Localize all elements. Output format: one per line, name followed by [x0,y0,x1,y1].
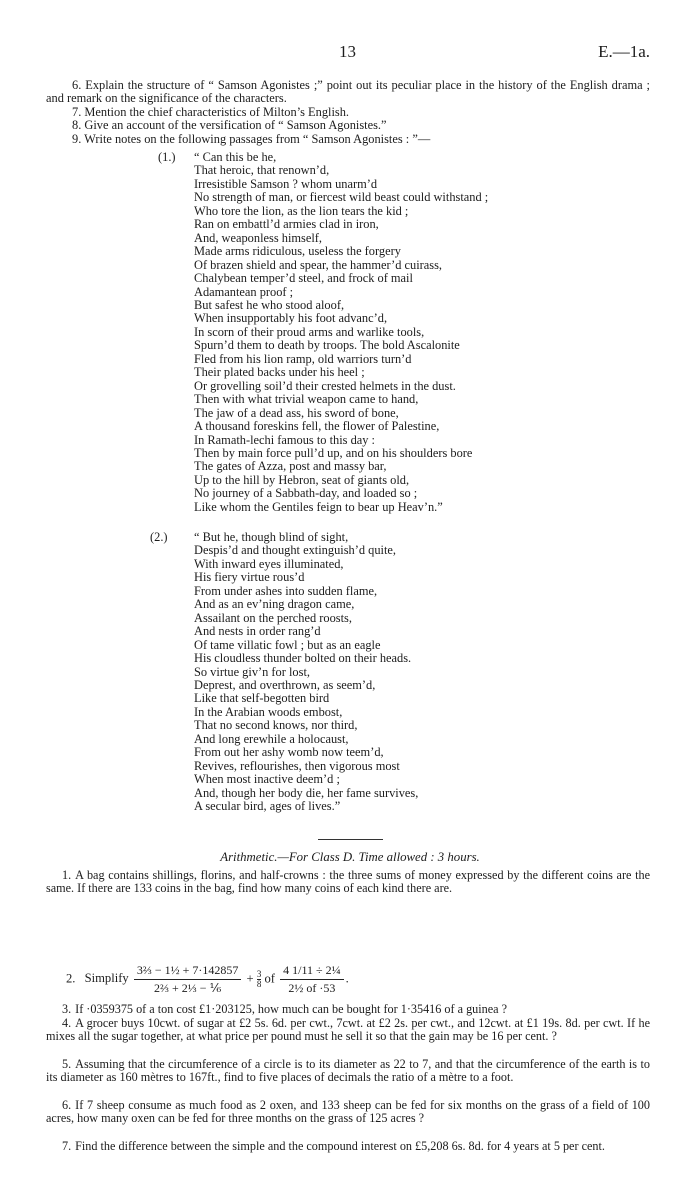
verse-line: No journey of a Sabbath-day, and loaded so ; [194,486,418,501]
verse-line: Assailant on the perched roosts, [194,610,352,625]
verse-line: In scorn of their proud arms and warlike tools, [194,324,425,339]
simplify-label: Simplify [84,971,129,986]
verse-line: Made arms ridiculous, useless the forgery [194,244,401,259]
question-number: 4. [62,1016,72,1030]
question-number: 6. [72,78,82,92]
question-text: Find the difference between the simple and the compound interest on £5,208 6s. 8d. for 4 years at 5 per cent. [75,1139,605,1153]
verse-line: From out her ashy womb now teem’d, [194,745,384,760]
verse-line: The jaw of a dead ass, his sword of bone, [194,405,399,420]
fraction-2-denominator: 2½ of ·53 [288,981,336,995]
series-code: E.—1a. [598,42,650,61]
verse-line: That no second knows, nor third, [194,718,358,733]
question-number: 9. [72,131,82,146]
verse-line: With inward eyes illuminated, [194,556,344,571]
verse-line: A secular bird, ages of lives.” [194,799,341,814]
arithmetic-question-1 [46,869,650,896]
verse-line: Their plated backs under his heel ; [194,365,365,380]
verse-line: His cloudless thunder bolted on their heads. [194,651,412,666]
verse-line: Chalybean temper’d steel, and frock of mail [194,271,413,286]
verse-line: His fiery virtue rous’d [194,570,305,585]
verse-line: Then with what trivial weapon came to hand, [194,392,419,407]
question-text: A grocer buys 10cwt. of sugar at £2 5s. 6d. per cwt., 7cwt. at £2 2s. per cwt., and 12cwt. at £1 19s. 8d. per cwt. If he mixes all the sugar together, at what price per pound must he sell it so that the gain may be 16 per cent. ? [46,1016,650,1044]
arithmetic-heading: Arithmetic.—For Class D. Time allowed : 3 hours. [220,850,480,864]
verse-line: From under ashes into sudden flame, [194,583,378,598]
verse-line: When insupportably his foot advanc’d, [194,311,388,326]
page-header [0,42,700,66]
verse-line: Spurn’d them to death by troops. The bold Ascalonite [194,338,460,353]
verse-line: Fled from his lion ramp, old warriors turn’d [194,351,412,366]
verse-line: Adamantean proof ; [194,284,294,299]
passage-label: (1.) [158,150,176,164]
verse-line: “ But he, though blind of sight, [194,530,349,544]
page-number: 13 [339,42,356,61]
verse-line: A thousand foreskins fell, the flower of Palestine, [194,419,440,434]
passage-1 [150,151,488,514]
question-text: A bag contains shillings, florins, and half-crowns : the three sums of money expressed by the different coins are the same. If there are 133 coins in the bag, find how many coins of each kind there are. [46,868,650,896]
question-9 [46,133,650,146]
arithmetic-question-7 [46,1140,650,1153]
section-divider [318,839,383,840]
verse-line: Or grovelling soil’d their crested helmets in the dust. [194,378,456,393]
verse-line: The gates of Azza, post and massy bar, [194,459,387,474]
question-number: 7. [62,1139,72,1153]
verse-line: And, weaponless himself, [194,230,323,245]
verse-line: When most inactive deem’d ; [194,772,340,787]
verse-line: Up to the hill by Hebron, seat of giants old, [194,472,410,487]
arithmetic-question-2 [66,963,349,996]
verse-line: And long erewhile a holocaust, [194,731,349,746]
verse-line: No strength of man, or fiercest wild beast could withstand ; [194,190,489,205]
verse-line: Deprest, and overthrown, as seem’d, [194,677,376,692]
question-text: Mention the chief characteristics of Milton’s English. [84,104,350,119]
fraction-1-denominator: 2⅔ + 2⅓ − ⅙ [154,981,222,995]
verse-line: Of tame villatic fowl ; but as an eagle [194,637,381,652]
verse-line: Who tore the lion, as the lion tears the kid ; [194,203,409,218]
passage-2 [150,531,418,814]
verse-line: Then by main force pull’d up, and on his shoulders bore [194,445,473,460]
question-text: Assuming that the circumference of a circle is to its diameter as 22 to 7, and that the circumference of the earth is to its diameter as 160 mètres to 167ft., find to five places of decimals the ratio of a mètre to a foot. [46,1057,650,1085]
question-6 [46,79,650,106]
arithmetic-question-3 [46,1003,650,1016]
question-7 [46,106,650,119]
of-word: of [264,971,275,986]
verse-line: Revives, reflourishes, then vigorous most [194,758,400,773]
question-text: Give an account of the versification of “ Samson Agonistes.” [84,118,387,133]
three-eighths-denominator: 8 [256,979,262,989]
plus-sign: + [246,971,254,986]
verse-line: Despis’d and thought extinguish’d quite, [194,543,397,558]
verse-line: And nests in order rang’d [194,624,321,639]
question-text: If ·0359375 of a ton cost £1·203125, how much can be bought for 1·35416 of a guinea ? [75,1002,508,1016]
verse-line: That heroic, that renown’d, [194,163,330,178]
verse-line: So virtue giv’n for lost, [194,664,310,679]
question-number: 3. [62,1002,72,1016]
three-eighths-numerator: 3 [256,969,262,979]
fraction-2-numerator: 4 1/11 ÷ 2¼ [280,963,343,980]
arithmetic-question-4 [46,1017,650,1044]
verse-line: Of brazen shield and spear, the hammer’d cuirass, [194,257,443,272]
passage-lines [194,151,488,514]
verse-line: In the Arabian woods embost, [194,704,343,719]
question-number: 5. [62,1057,72,1071]
verse-line: Ran on embattl’d armies clad in iron, [194,217,379,232]
fraction-1-numerator: 3⅔ − 1½ + 7·142857 [134,963,242,980]
question-8 [46,119,650,132]
question-number: 8. [72,118,82,133]
arithmetic-question-5 [46,1058,650,1085]
verse-line: And, though her body die, her fame survives, [194,785,419,800]
question-text: Write notes on the following passages from “ Samson Agonistes : ”— [84,131,431,146]
question-number: 1. [62,868,72,882]
fraction-2 [280,963,343,996]
question-text: Explain the structure of “ Samson Agonistes ;” point out its peculiar place in the history of the English drama ; and remark on the significance of the characters. [46,78,650,106]
verse-line: “ Can this be he, [194,150,277,164]
verse-line: But safest he who stood aloof, [194,297,345,312]
literature-questions [46,79,650,146]
verse-line: In Ramath-lechi famous to this day : [194,432,376,447]
question-number: 6. [62,1098,72,1112]
question-number: 7. [72,104,82,119]
verse-line: And as an ev’ning dragon came, [194,597,355,612]
question-text: If 7 sheep consume as much food as 2 oxen, and 133 sheep can be fed for six months on the grass of a field of 100 acres, how many oxen can be fed for three months on the grass of 125 acres ? [46,1098,650,1126]
end-period: . [345,971,349,986]
three-eighths [257,970,262,989]
question-number: 2. [66,971,76,986]
passage-label: (2.) [150,530,168,544]
passage-lines [194,531,418,814]
verse-line: Like whom the Gentiles feign to bear up Heav’n.” [194,499,443,514]
verse-line: Irresistible Samson ? whom unarm’d [194,176,378,191]
fraction-1 [134,963,242,996]
verse-line: Like that self-begotten bird [194,691,330,706]
arithmetic-question-6 [46,1099,650,1126]
